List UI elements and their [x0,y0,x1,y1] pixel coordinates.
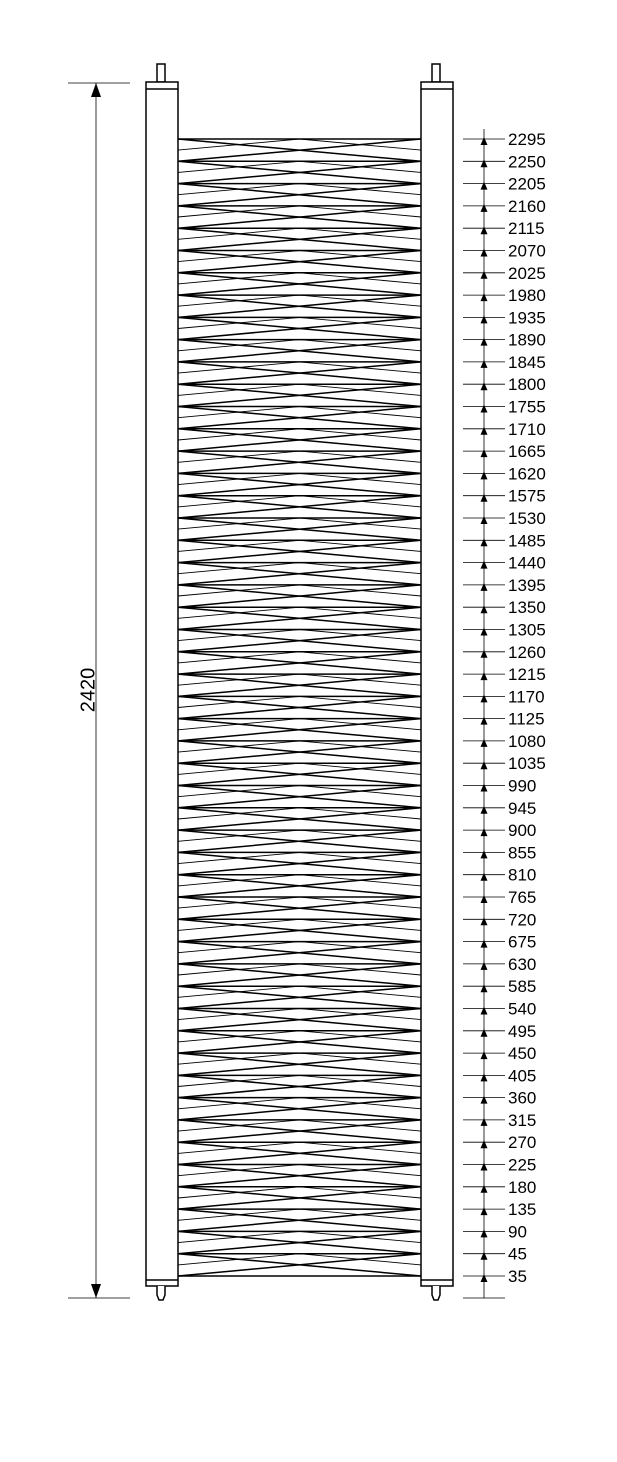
scale-arrow [481,159,488,167]
rung-height-label: 35 [508,1267,527,1286]
left-bottom-valve [157,1286,165,1300]
rung-height-label: 765 [508,888,537,907]
rung-height-label: 1125 [508,709,545,729]
scale-arrow [481,850,488,858]
scale-arrow [481,873,488,881]
rung-height-label: 810 [508,865,537,885]
scale-arrow [481,583,488,591]
rung-height-label: 45 [508,1244,527,1264]
rung-height-label: 90 [508,1222,527,1242]
rung-height-label: 270 [508,1133,537,1153]
rung-height-label: 1575 [508,486,546,506]
scale-arrow [481,628,488,636]
rung-height-label: 495 [508,1021,537,1041]
rung-height-label: 2250 [508,152,546,172]
rung-height-label: 1215 [508,665,546,685]
rung-height-label: 2295 [508,130,546,149]
dimension-arrow-top [91,83,101,97]
rung-height-label: 1755 [508,397,546,417]
scale-arrow [481,1140,488,1148]
rung-height-label: 405 [508,1066,537,1086]
rung-height-label: 1035 [508,754,546,774]
scale-arrow [481,1185,488,1193]
left-collector [146,64,178,1300]
scale-arrow [481,137,488,145]
rung-height-label: 1980 [508,286,546,306]
scale-arrow [481,1073,488,1081]
rung-height-label: 1890 [508,330,546,350]
rung-height-label: 1170 [508,687,545,707]
scale-arrow [481,1029,488,1037]
rung-height-label: 2025 [508,263,546,283]
overall-height-label: 2420 [77,667,100,713]
dimension-arrow-bottom [91,1284,101,1298]
rung-height-label: 540 [508,999,537,1019]
scale-arrow [481,739,488,747]
scale-arrow [481,1207,488,1215]
scale-arrow [481,917,488,925]
rung-height-label: 315 [508,1110,537,1130]
scale-arrow [481,471,488,479]
rung-height-label: 1350 [508,598,546,618]
rung-height-label: 1935 [508,308,546,328]
scale-arrow [481,717,488,725]
scale-arrow [481,984,488,992]
rung-height-label: 360 [508,1088,537,1108]
scale-arrow [481,494,488,502]
rung-height-label: 945 [508,798,537,818]
rung-height-label: 2205 [508,174,546,194]
scale-arrow [481,650,488,658]
scale-arrow [481,784,488,792]
rung-height-label: 1395 [508,575,546,595]
scale-arrow [481,360,488,368]
scale-arrow [481,1007,488,1015]
scale-arrow [481,382,488,390]
scale-arrow [481,1118,488,1126]
right-bottom-valve [432,1286,440,1300]
scale-arrow [481,1163,488,1171]
rung-height-label: 1080 [508,731,546,751]
left-collector-tube [146,82,178,1286]
rung-height-label: 630 [508,954,537,974]
scale-arrow [481,226,488,234]
rung-height-label: 2115 [508,219,545,239]
rungs [178,139,421,1276]
rung-height-label: 1485 [508,531,546,551]
right-top-valve [432,64,440,82]
rung-height-label: 675 [508,932,537,952]
scale-arrow [481,561,488,569]
rung-height-label: 1260 [508,642,546,662]
scale-arrow [481,694,488,702]
scale-arrow [481,806,488,814]
rung-height-label: 1800 [508,375,546,395]
rung-height-label: 855 [508,843,537,863]
scale-arrow [481,605,488,613]
scale-arrow [481,761,488,769]
scale-arrow [481,271,488,279]
scale-arrow [481,249,488,257]
scale-arrow [481,182,488,190]
scale-arrow [481,1252,488,1260]
scale-arrow [481,338,488,346]
scale-arrow [481,427,488,435]
scale-arrow [481,293,488,301]
scale-arrow [481,516,488,524]
right-collector-tube [421,82,453,1286]
rung-height-label: 2160 [508,196,546,216]
rung-height-label: 585 [508,977,537,997]
rung-height-label: 180 [508,1177,537,1197]
scale-arrow [481,405,488,413]
rung-height-label: 990 [508,776,537,796]
rung-height-label: 1305 [508,620,546,640]
rung-height-label: 1620 [508,464,546,484]
rung-height-label: 225 [508,1155,537,1175]
scale-arrow [481,449,488,457]
scale-arrow [481,672,488,680]
rung-height-label: 900 [508,821,537,841]
right-collector [421,64,453,1300]
scale-arrow [481,1096,488,1104]
rung-height-label: 135 [508,1200,537,1220]
scale-arrow [481,895,488,903]
rung-height-label: 720 [508,910,537,930]
scale-arrow [481,940,488,948]
rung-height-label: 1665 [508,442,546,462]
left-top-valve [157,64,165,82]
scale-arrow [481,1229,488,1237]
scale-arrow [481,962,488,970]
scale-arrow [481,828,488,836]
rung-height-label: 1530 [508,509,546,528]
scale-arrow [481,204,488,212]
rung-height-label: 1710 [508,419,546,439]
rung-height-label: 1845 [508,352,546,372]
rung-height-label: 1440 [508,553,546,573]
rung-height-label: 2070 [508,241,546,261]
scale-arrow [481,1051,488,1059]
scale-arrow [481,538,488,546]
rung-position-scale [463,129,546,1298]
rung-height-label: 450 [508,1044,537,1064]
scale-arrow [481,315,488,323]
scale-arrow [481,1274,488,1282]
